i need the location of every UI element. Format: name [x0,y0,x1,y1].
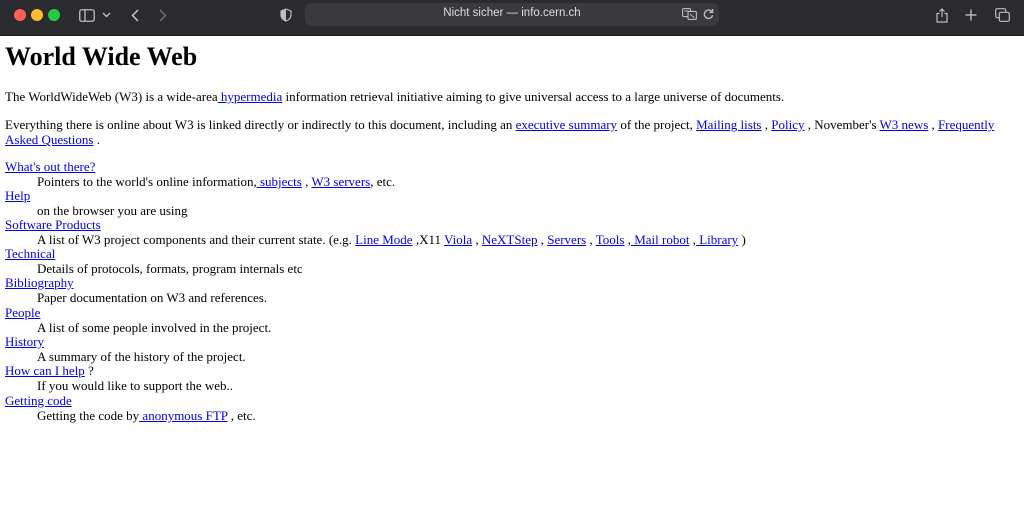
separator-text: , [472,232,482,247]
address-bar[interactable] [305,3,719,26]
intro-text: The WorldWideWeb (W3) is a wide-area [5,89,218,104]
translate-icon[interactable] [679,3,699,25]
entry-desc-getting-code [37,408,256,423]
close-window-button[interactable] [14,9,26,21]
reload-icon[interactable] [699,3,717,25]
entry-desc-people [37,320,271,335]
entry-desc-history [37,349,246,364]
everything-paragraph [5,117,1005,147]
entry-desc-text: A list of some people involved in the project. [37,320,272,335]
faq-link[interactable]: Frequently [938,117,995,132]
entry-desc-help [37,203,188,218]
new-tab-plus-icon[interactable] [958,4,984,26]
entry-term-getting-code [5,393,72,408]
separator-text: , [761,117,772,132]
entry-term-whats-out-there [5,159,95,174]
everything-text: Everything there is online about W3 is linked directly or indirectly to this document, including an [5,117,516,132]
w3-news-link[interactable]: W3 news [879,117,929,132]
entry-term-technical [5,246,55,261]
entry-term-how-can-i-help [5,363,94,378]
entry-term-software-products [5,217,101,232]
software-products-link[interactable]: Software Products [5,217,101,232]
everything-text-2: of the project, [617,117,697,132]
browser-toolbar [0,0,1024,36]
zoom-window-button[interactable] [48,9,60,21]
tools-link[interactable]: Tools [595,232,625,247]
intro-paragraph [5,89,1005,104]
entry-desc-bibliography [37,290,267,305]
policy-link[interactable]: Policy [771,117,805,132]
etc-text: , etc. [370,174,396,189]
shield-privacy-icon[interactable] [273,4,299,26]
minimize-window-button[interactable] [31,9,43,21]
entry-term-bibliography [5,275,74,290]
separator-text: , [586,232,596,247]
question-mark-text: ? [84,363,94,378]
address-text: Nicht sicher — info.cern.ch [443,7,581,19]
whats-out-there-link[interactable]: What's out there? [5,159,96,174]
chevron-down-icon[interactable] [96,4,116,26]
viola-link[interactable]: Viola [444,232,473,247]
how-can-i-help-link[interactable]: How can I help [5,363,85,378]
hypermedia-link[interactable]: hypermedia [217,89,283,104]
entry-desc-text: Getting the code by [37,408,140,423]
closing-paren-text: ) [738,232,746,247]
entry-desc-text: on the browser you are using [37,203,188,218]
separator-text: , [537,232,548,247]
line-mode-link[interactable]: Line Mode [355,232,413,247]
etc-text: , etc. [227,408,256,423]
entry-desc-text: If you would like to support the web.. [37,378,234,393]
w3-servers-link[interactable]: W3 servers [311,174,371,189]
intro-text-end: information retrieval initiative aiming to give universal access to a large universe of documents. [282,89,785,104]
help-link[interactable]: Help [5,188,31,203]
separator-text: , [301,174,312,189]
executive-summary-link[interactable]: executive summary [515,117,618,132]
entry-desc-text: Details of protocols, formats, program internals etc [37,261,303,276]
servers-link[interactable]: Servers [547,232,587,247]
page-title: World Wide Web [5,42,198,71]
separator-text-2: , [928,117,939,132]
technical-link[interactable]: Technical [5,246,56,261]
separator-text: , [624,232,631,247]
people-link[interactable]: People [5,305,41,320]
share-icon[interactable] [929,4,955,26]
entry-desc-software-products [37,232,746,247]
subjects-link[interactable]: subjects [256,174,302,189]
separator-text: , [689,232,696,247]
forward-arrow-icon[interactable] [150,4,176,26]
entry-desc-text: Pointers to the world's online information, [37,174,257,189]
entry-desc-technical [37,261,303,276]
entry-term-history [5,334,44,349]
entry-desc-text: A list of W3 project components and their current state. (e.g. [37,232,356,247]
mailing-lists-link[interactable]: Mailing lists [696,117,762,132]
entry-term-help [5,188,30,203]
back-arrow-icon[interactable] [122,4,148,26]
tab-overview-icon[interactable] [989,4,1015,26]
entry-term-people [5,305,40,320]
entry-desc-text: A summary of the history of the project. [37,349,246,364]
getting-code-link[interactable]: Getting code [5,393,72,408]
entry-desc-text: Paper documentation on W3 and references. [37,290,268,305]
november-text: , November's [804,117,880,132]
faq-link-continued[interactable]: Asked Questions [5,132,94,147]
x11-text: ,X11 [412,232,444,247]
entry-desc-whats-out-there [37,174,395,189]
bibliography-link[interactable]: Bibliography [5,275,74,290]
mail-robot-link[interactable]: Mail robot [630,232,690,247]
library-link[interactable]: Library [695,232,739,247]
period-text: . [93,132,100,147]
anonymous-ftp-link[interactable]: anonymous FTP [139,408,228,423]
nextstep-link[interactable]: NeXTStep [481,232,538,247]
entry-desc-how-can-i-help [37,378,233,393]
history-link[interactable]: History [5,334,44,349]
